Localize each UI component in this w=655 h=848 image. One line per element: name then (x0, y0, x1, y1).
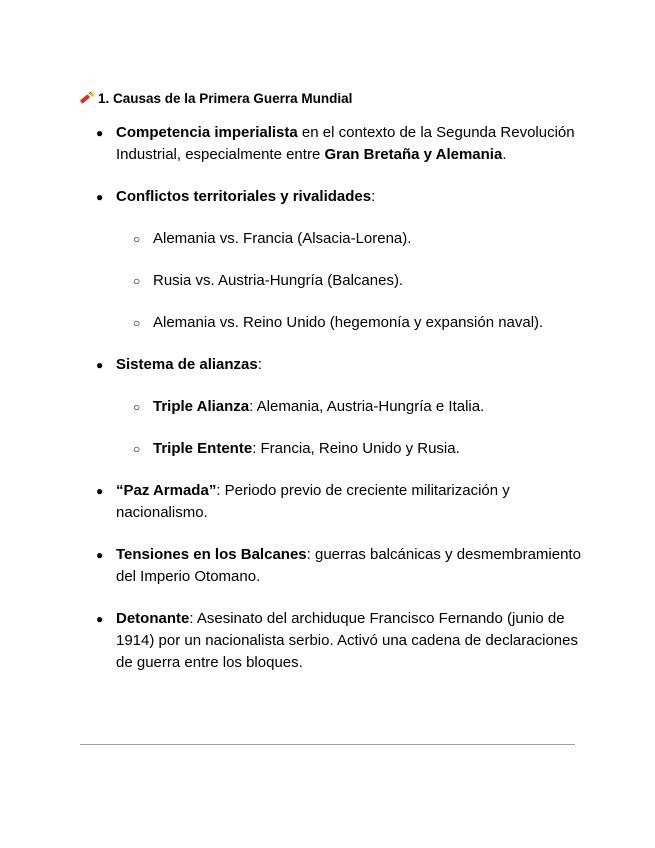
sub-bullet: ○ (133, 442, 141, 456)
sub-list-item (96, 228, 586, 250)
bullet: ● (96, 484, 104, 498)
sub-bullet: ○ (133, 400, 141, 414)
sub-list-item-text: Rusia vs. Austria-Hungría (Balcanes). (153, 272, 404, 289)
list-item (96, 186, 586, 208)
sub-list-item-text: Alemania vs. Francia (Alsacia-Lorena). (153, 230, 412, 247)
list-item (96, 608, 586, 674)
bullet: ● (96, 190, 104, 204)
sub-list-item-text: Triple Entente: Francia, Reino Unido y Rusia. (153, 440, 460, 457)
list-item (96, 122, 586, 166)
list-item-text: Conflictos territoriales y rivalidades: (116, 188, 376, 205)
list-item (96, 480, 586, 524)
list-item-text: Tensiones en los Balcanes: guerras balcánicas y desmembramiento del Imperio Otomano. (116, 546, 581, 585)
bullet: ● (96, 612, 104, 626)
sub-list-item-text: Triple Alianza: Alemania, Austria-Hungría e Italia. (153, 398, 485, 415)
sub-bullet: ○ (133, 274, 141, 288)
sub-list-item-text: Alemania vs. Reino Unido (hegemonía y expansión naval). (153, 314, 544, 331)
list-item-text: Competencia imperialista en el contexto de la Segunda Revolución Industrial, especialmente entre Gran Bretaña y Alemania. (116, 124, 575, 163)
horizontal-rule (80, 744, 575, 745)
bullet: ● (96, 358, 104, 372)
sub-list-item (96, 270, 586, 292)
section-title: 1. Causas de la Primera Guerra Mundial (98, 90, 353, 106)
list-item-text: Detonante: Asesinato del archiduque Francisco Fernando (junio de 1914) por un nacionalista serbio. Activó una cadena de declaraciones de guerra entre los bloques. (116, 610, 578, 671)
list-item-text: “Paz Armada”: Periodo previo de creciente militarización y nacionalismo. (116, 482, 510, 521)
list-item-text: Sistema de alianzas: (116, 356, 262, 373)
sub-list-item (96, 396, 586, 418)
sub-bullet: ○ (133, 232, 141, 246)
section-heading (78, 90, 352, 106)
sub-list-item (96, 438, 586, 460)
sub-bullet: ○ (133, 316, 141, 330)
list-item (96, 544, 586, 588)
sub-list-item (96, 312, 586, 334)
bullet: ● (96, 548, 104, 562)
list-item (96, 354, 586, 376)
bullet: ● (96, 126, 104, 140)
causes-list (96, 122, 586, 674)
firecracker-icon (78, 90, 96, 106)
